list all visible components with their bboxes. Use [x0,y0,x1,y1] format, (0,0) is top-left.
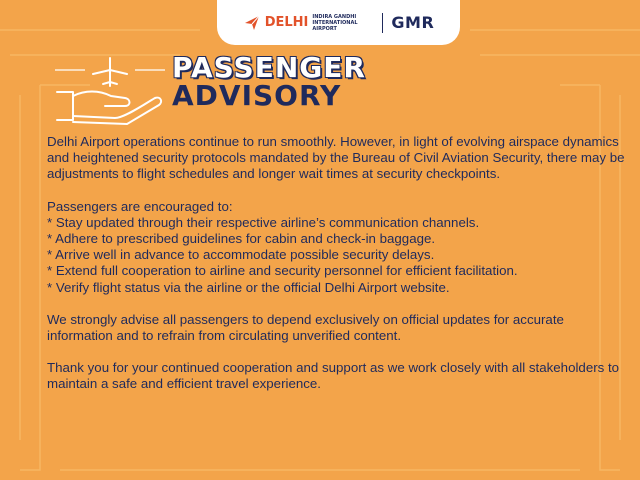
advisory-title [172,51,366,112]
advisory-body [47,134,632,409]
airport-name: DELHI [264,15,309,30]
list-item: * Adhere to prescribed guidelines for cabin and check-in baggage. [47,231,436,247]
list-item: * Verify flight status via the airline or the official Delhi Airport website. [47,279,450,295]
intro-paragraph: Delhi Airport operations continue to run smoothly. However, in light of evolving airspace dynamics and heightened security protocols mandated by the Bureau of Civil Aviation Security, there may be adjustments to flight schedules and longer wait times at security checkpoints. [47,134,625,182]
title-line-advisory: ADVISORY [172,79,342,112]
delhi-airport-mark-icon [243,14,261,32]
list-item: * Stay updated through their respective airline’s communication channels. [47,214,480,230]
encouraged-heading: Passengers are encouraged to: [47,198,233,214]
list-item: * Extend full cooperation to airline and security personnel for efficient facilitation. [47,263,518,279]
delhi-airport-logo [243,14,375,32]
advisory-bullet-list [47,215,632,296]
hand-with-airplane-icon [55,56,165,128]
airport-subtitle: INDIRA GANDHI INTERNATIONAL AIRPORT [312,13,358,32]
list-item: * Arrive well in advance to accommodate possible security delays. [47,247,435,263]
title-line-passenger: PASSENGER [172,51,366,84]
logo-divider [382,13,383,33]
advice-paragraph: We strongly advise all passengers to depend exclusively on official updates for accurate information and to refrain from circulating unverified content. [47,311,564,344]
header-logo-bar [217,0,460,45]
operator-name: GMR [391,13,435,32]
thanks-paragraph: Thank you for your continued cooperation and support as we work closely with all stakeholders to maintain a safe and efficient travel experience. [47,360,620,392]
gmr-logo [391,13,434,32]
